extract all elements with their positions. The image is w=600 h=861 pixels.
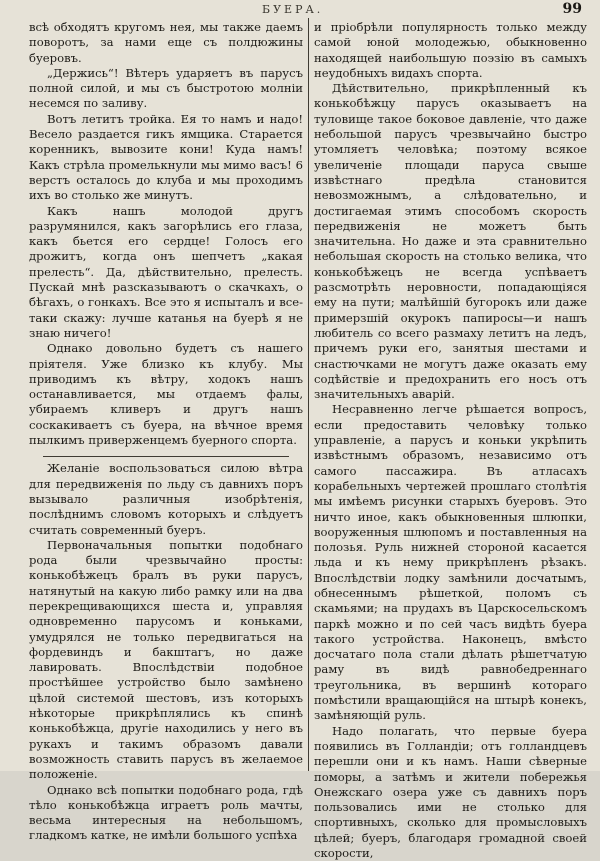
paragraph: Какъ нашъ молодой другъ разрумянился, какъ загорѣлись его глаза, какъ бьется его сердце! Голосъ его дрожитъ, когда онъ шепчетъ „какая прелесть“. Да, дѣйствительно, прелесть. Пускай мнѣ разсказываютъ о скачкахъ, о бѣгахъ, о гонкахъ. Все это я испыталъ и все-таки скажу: лучше катанья на буерѣ я не знаю ничего! xyxy=(29,203,303,340)
column-divider xyxy=(308,18,309,771)
paragraph: „Держись“! Вѣтеръ ударяетъ въ парусъ полной силой, и мы съ быстротою молніи несемся по заливу. xyxy=(29,65,303,111)
paragraph: Несравненно легче рѣшается вопросъ, если предоставить человѣку только управленіе, а парусъ и коньки укрѣпить извѣстнымъ образомъ, независимо отъ самого пассажира. Въ атласахъ корабельныхъ чертежей прошлаго столѣтія мы имѣемъ рисунки старыхъ буеровъ. Это ничто иное, какъ обыкновенныя шлюпки, вооруженныя шлюпомъ и поставленныя на полозья. Руль нижней стороной касается льда и къ нему прикрѣпленъ рѣзакъ. Впослѣдствіи лодку замѣнили досчатымъ, обнесеннымъ рѣшеткой, поломъ съ скамьями; на прудахъ въ Царскосельскомъ паркѣ можно и по сей часъ видѣть буера такого устройства. Наконецъ, вмѣсто досчатаго пола стали дѣлать рѣшетчатую раму въ видѣ равнобедреннаго треугольника, въ вершинѣ котораго помѣстили вращающійся на штырѣ конекъ, замѣняющій руль. xyxy=(314,402,587,723)
paragraph: Надо полагать, что первые буера появились въ Голландіи; отъ голландцевъ перешли они и къ намъ. Наши сѣверные поморы, а затѣмъ и жители побережья Онежскаго озера уже съ давнихъ поръ пользовались ими не столько для спортивныхъ, сколько для промысловыхъ цѣлей; буеръ, благодаря громадной своей скорости, xyxy=(314,723,587,861)
paragraph: Однако довольно будетъ съ нашего пріятеля. Уже близко къ клубу. Мы приводимъ къ вѣтру, ходокъ нашъ останавливается, мы отдаемъ фалы, убираемъ кливеръ и другъ нашъ соскакиваетъ съ буера, на вѣчное время пылкимъ приверженцемъ буерного спорта. xyxy=(29,341,303,448)
paragraph: Дѣйствительно, прикрѣпленный къ конькобѣжцу парусъ оказываетъ на туловище такое боковое давленіе, что даже небольшой парусъ чрезвычайно быстро утомляетъ человѣка; поэтому всякое увеличеніе площади паруса свыше извѣстнаго предѣла становится невозможнымъ, а слѣдовательно, и достигаемая этимъ способомъ скорость передвиженія не можетъ быть значительна. Но даже и эта сравнительно небольшая скорость на столько велика, что конькобѣжецъ не всегда успѣваетъ разсмотрѣть неровности, попадающіяся ему на пути; малѣйшій бугорокъ или даже примерзшій окурокъ папиросы—и нашъ любитель со всего размаху летитъ на ледъ, причемъ руки его, занятыя шестами и снастючками не могутъ даже оказать ему содѣйствіе и предохранить его носъ отъ значительныхъ аварій. xyxy=(314,81,587,402)
paragraph: и пріобрѣли популярность только между самой юной молодежью, обыкновенно находящей наибольшую поэзію въ самыхъ неудобныхъ видахъ спорта. xyxy=(314,20,587,80)
section-divider xyxy=(43,456,290,457)
paragraph: Желаніе воспользоваться силою вѣтра для передвиженія по льду съ давнихъ поръ вызывало различныя изобрѣтенія, послѣднимъ словомъ которыхъ и слѣдуетъ считать современный буеръ. xyxy=(29,461,303,537)
paragraph: всѣ обходятъ кругомъ нея, мы также даемъ поворотъ, за нами еще съ полдюжины буеровъ. xyxy=(29,20,303,65)
paragraph: Однако всѣ попытки подобнаго рода, гдѣ тѣло конькобѣжца играетъ роль мачты, весьма интересныя на небольшомъ, гладкомъ катке, не имѣли большого успѣха xyxy=(29,782,303,843)
right-column xyxy=(314,20,587,861)
left-column xyxy=(29,20,303,844)
page-number: 99 xyxy=(562,1,582,17)
paragraph: Вотъ летитъ тройка. Ея то намъ и надо! Весело раздается гикъ ямщика. Старается коренникъ, вывозите кони! Куда намъ! Какъ стрѣла промелькнули мы мимо васъ! 6 верстъ осталось до клуба и мы проходимъ ихъ во столько же минутъ. xyxy=(29,111,303,203)
paragraph: Первоначальныя попытки подобнаго рода были чрезвычайно просты: конькобѣжецъ бралъ въ руки парусъ, натянутый на какую либо рамку или на два перекрещивающихся шеста и, управляя одновременно парусомъ и коньками, умудрялся не только передвигаться на фордевиндъ и бакштагъ, но даже лавировать. Впослѣдствіи подобное простѣйшее устройство было замѣнено цѣлой системой шестовъ, изъ которыхъ нѣкоторые прикрѣплялись къ спинѣ конькобѣжца, другіе находились у него въ рукахъ и такимъ образомъ давали возможность ставить парусъ въ желаемое положеніе. xyxy=(29,537,303,782)
page-header xyxy=(0,0,600,20)
running-head: БУЕРА. xyxy=(262,3,324,16)
